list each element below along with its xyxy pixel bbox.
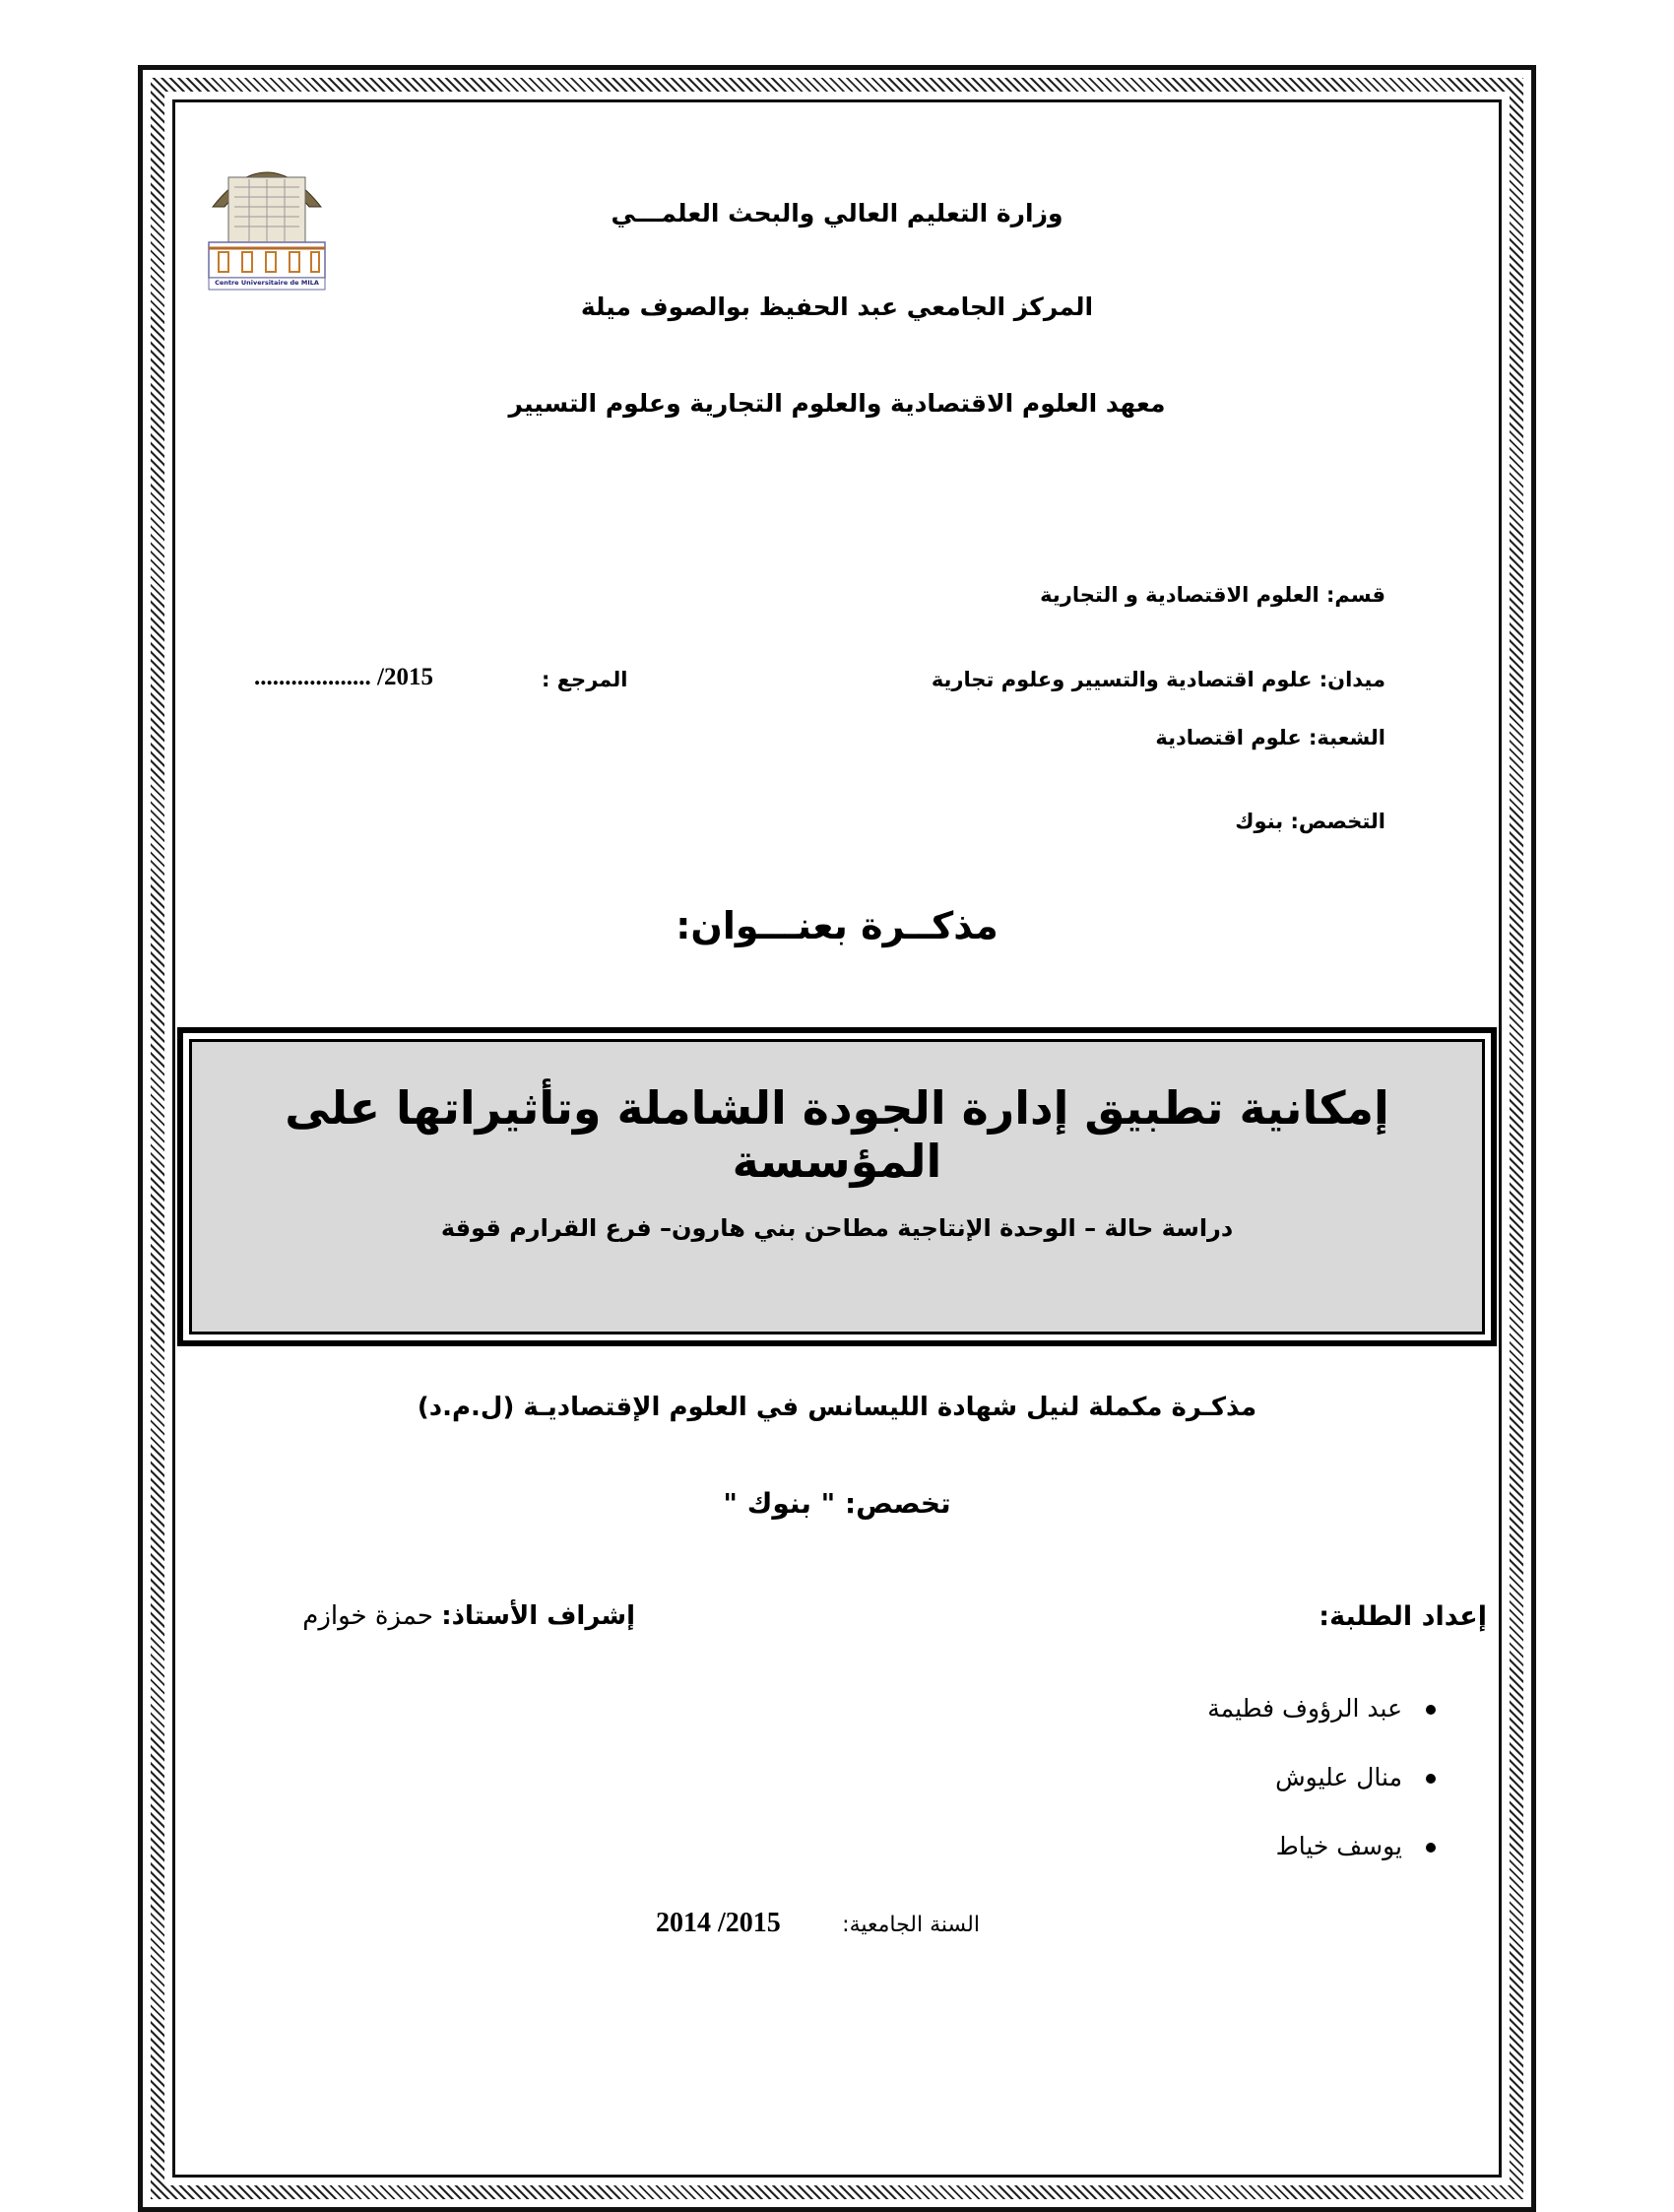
academic-year-value: 2014 /2015 [656, 1908, 781, 1938]
title-box [177, 1027, 1497, 1346]
memo-heading: مذكــرة بعنـــوان: [676, 904, 998, 947]
thesis-title: إمكانية تطبيق إدارة الجودة الشاملة وتأثيراتها على المؤسسة [285, 1081, 1389, 1188]
department-field: قسم: العلوم الاقتصادية و التجارية [1040, 583, 1385, 607]
students-label: إعداد الطلبة: [1319, 1601, 1487, 1632]
list-item [1207, 1694, 1436, 1723]
bullet-icon [1426, 1774, 1436, 1784]
student-name: يوسف خياط [1275, 1832, 1402, 1860]
case-study-subtitle: دراسة حالة – الوحدة الإنتاجية مطاحن بني هارون– فرع القرارم قوقة [440, 1214, 1234, 1242]
supervisor-name: حمزة خوازم [302, 1601, 433, 1631]
domain-field: ميدان: علوم اقتصادية والتسيير وعلوم تجارية [931, 668, 1385, 691]
list-item [1275, 1763, 1436, 1791]
logo-caption: Centre Universitaire de MILA [215, 279, 319, 287]
title-box-inner [189, 1039, 1485, 1334]
bullet-icon [1426, 1843, 1436, 1853]
university-center-name: المركز الجامعي عبد الحفيظ بوالصوف ميلة [580, 293, 1094, 321]
supervisor-label: إشراف الأستاذ: [441, 1601, 635, 1631]
branch-field: الشعبة: علوم اقتصادية [1155, 726, 1385, 749]
specialty-field: التخصص: بنوك [1235, 810, 1385, 833]
institute-name: معهد العلوم الاقتصادية والعلوم التجارية وعلوم التسيير [508, 389, 1166, 418]
list-item [1276, 1832, 1436, 1860]
specialty-line: تخصص: " بنوك " [723, 1487, 951, 1520]
reference-value: ................... /2015 [254, 664, 433, 690]
university-logo [195, 148, 339, 295]
reference-label: المرجع : [542, 668, 628, 691]
degree-line: مذكـرة مكملة لنيل شهادة الليسانس في العلوم الإقتصاديـة (ل.م.د) [417, 1393, 1257, 1422]
ministry-name: وزارة التعليم العالي والبحث العلمـــي [611, 199, 1063, 228]
academic-year-label: السنة الجامعية: [842, 1913, 980, 1937]
bullet-icon [1426, 1705, 1436, 1715]
supervisor-block [302, 1601, 635, 1631]
student-name: منال عليوش [1275, 1763, 1402, 1791]
student-name: عبد الرؤوف فطيمة [1207, 1694, 1402, 1723]
